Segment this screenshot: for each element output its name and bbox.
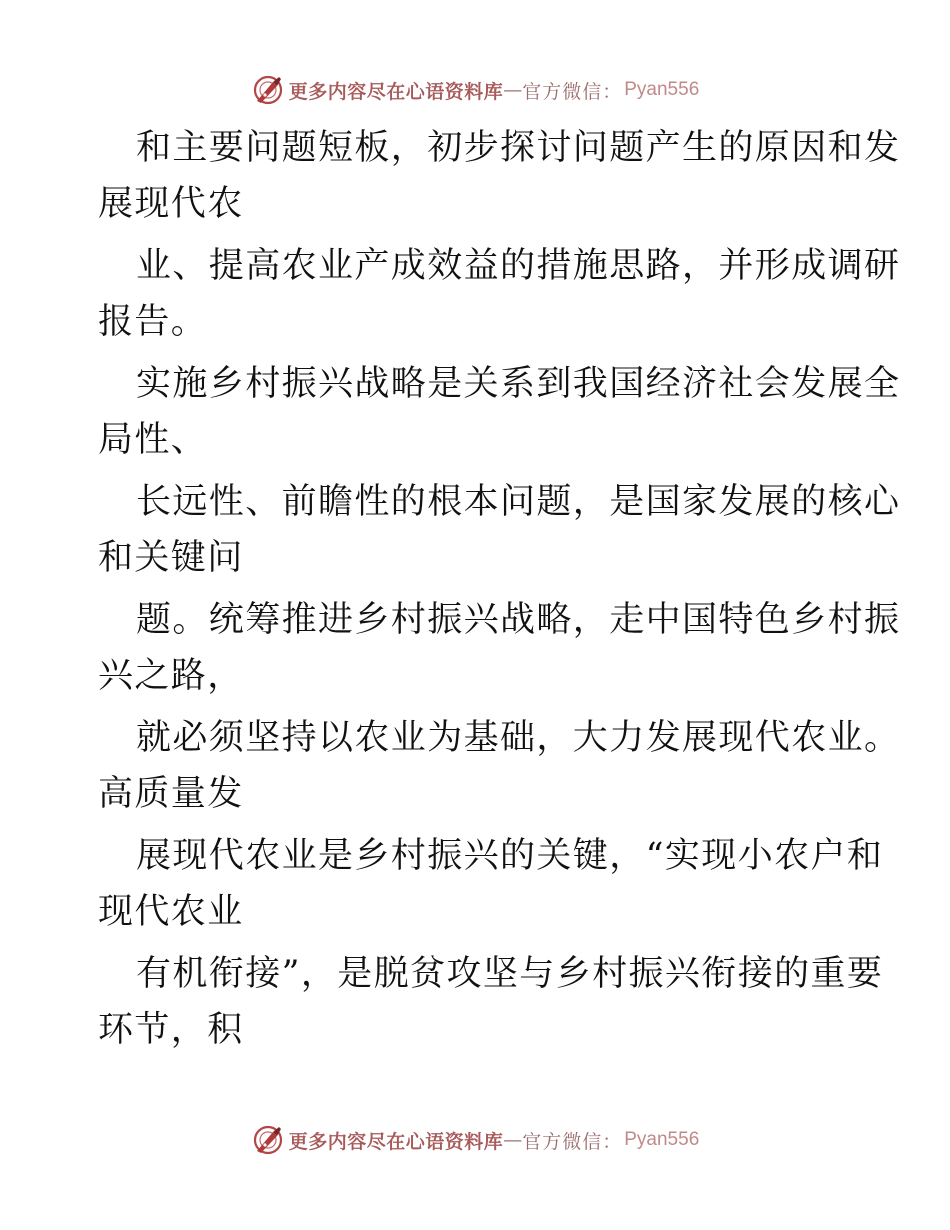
body-line: 有机衔接”，是脱贫攻坚与乡村振兴衔接的重要 <box>136 954 884 994</box>
watermark-label: 官方微信： <box>522 1130 623 1153</box>
body-line: 和主要问题短板，初步探讨问题产生的原因和发 <box>136 128 901 168</box>
watermark-wechat-id: Pyan556 <box>624 79 700 100</box>
footer-watermark <box>0 1120 950 1160</box>
body-line: 和关键问 <box>98 538 244 578</box>
body-line: 局性、 <box>98 420 208 460</box>
watermark-main-text: 更多内容尽在心语资料库 <box>288 80 504 103</box>
body-line: 环节，积 <box>98 1010 244 1050</box>
body-line: 实施乡村振兴战略是关系到我国经济社会发展全 <box>136 364 901 404</box>
body-line: 报告。 <box>98 302 208 342</box>
body-line: 就必须坚持以农业为基础，大力发展现代农业。 <box>136 718 901 758</box>
body-line: 题。统筹推进乡村振兴战略，走中国特色乡村振 <box>136 600 901 640</box>
watermark-label: 官方微信： <box>522 80 623 103</box>
body-line: 业、提高农业产成效益的措施思路，并形成调研 <box>136 246 901 286</box>
body-line: 高质量发 <box>98 774 244 814</box>
body-line: 展现代农 <box>98 184 244 224</box>
pen-nib-logo-icon <box>251 1123 285 1157</box>
watermark-separator: — <box>503 1129 523 1151</box>
header-watermark <box>0 70 950 110</box>
body-line: 兴之路， <box>98 656 244 696</box>
watermark-separator: — <box>503 79 523 101</box>
body-line: 现代农业 <box>98 892 244 932</box>
pen-nib-logo-icon <box>251 73 285 107</box>
watermark-main-text: 更多内容尽在心语资料库 <box>288 1130 504 1153</box>
body-line: 展现代农业是乡村振兴的关键，“实现小农户和 <box>136 836 884 876</box>
watermark-wechat-id: Pyan556 <box>624 1129 700 1150</box>
body-line: 长远性、前瞻性的根本问题，是国家发展的核心 <box>136 482 901 522</box>
